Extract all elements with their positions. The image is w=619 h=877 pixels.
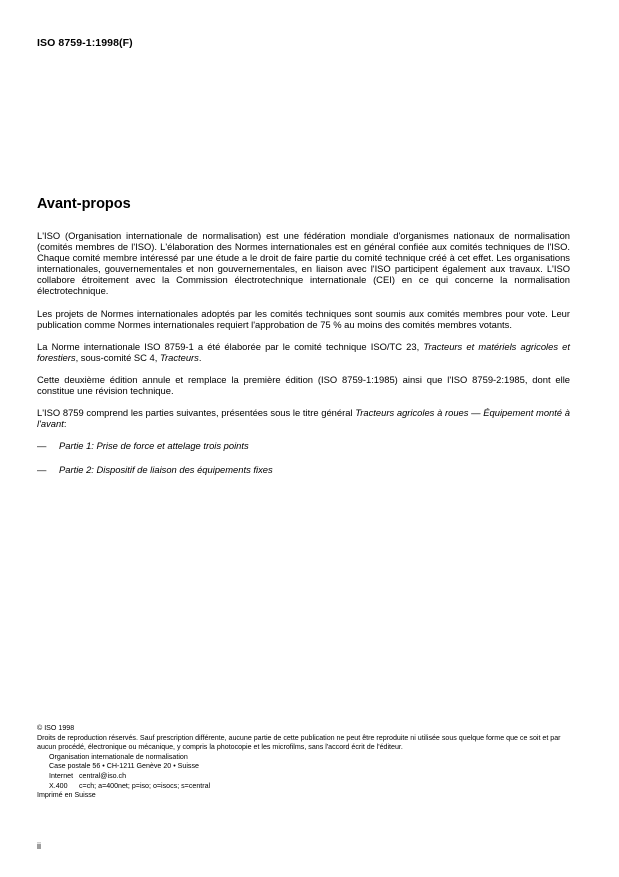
document-id: ISO 8759-1:1998(F) [37,37,133,49]
paragraph-voting: Les projets de Normes internationales adoptés par les comités techniques sont soumis aux comités membres pour vote. Leur publication comme Normes internationales requiert l'approbation de 75 % au moins des comités membres votants. [37,307,570,330]
postal-address: Case postale 56 • CH-1211 Genève 20 • Suisse [49,762,199,771]
subcommittee-title: Tracteurs [159,351,199,363]
rights-statement: Droits de reproduction réservés. Sauf prescription différente, aucune partie de cette publication ne peut être reproduite ni utilisée sous quelque forme que ce soit et par aucun procédé, électronique ou mécanique, y compris la photocopie et les microfilms, sans l'accord écrit de l'éditeur. [37,733,561,752]
organisation-name: Organisation internationale de normalisation [49,752,188,761]
parts-intro-text: L'ISO 8759 comprend les parties suivantes, présentées sous le titre général [37,407,356,419]
part-label: Partie 1: Prise de force et attelage trois points [59,440,249,452]
x400-row [49,782,577,792]
internet-label: Internet [49,771,74,780]
parts-intro-colon: : [63,418,67,430]
copyright-footer [37,724,577,801]
committee-text-3: . [198,351,202,363]
foreword-title: Avant-propos [37,196,131,212]
committee-title: Tracteurs et matériels agricoles et forestiers [37,340,570,363]
paragraph-iso-intro: L'ISO (Organisation internationale de normalisation) est une fédération mondiale d'organismes nationaux de normalisation (comités membres de l'ISO). L'élaboration des Normes internationales est en général confiée aux comités techniques de l'ISO. Chaque comité membre intéressé par une étude a le droit de faire partie du comité technique créé à cet effet. Les organisations internationales, gouvernementales et non gouvernementales, en liaison avec l'ISO participent également aux travaux. L'ISO collabore étroitement avec la Commission électrotechnique internationale (CEI) en ce qui concerne la normalisation électrotechnique. [37,230,570,297]
paragraph-parts-intro [37,407,570,429]
internet-value: central@iso.ch [79,771,127,780]
x400-label: X.400 [49,781,68,790]
x400-value: c=ch; a=400net; p=iso; o=isocs; s=central [79,781,211,790]
paragraph-committee [37,341,570,363]
printed-in: Imprimé en Suisse [37,791,96,800]
part-label: Partie 2: Dispositif de liaison des équipements fixes [59,464,273,476]
address-block [37,753,577,791]
general-title: Tracteurs agricoles à roues — Équipement monté à l'avant [37,407,570,430]
foreword-body [37,230,570,489]
list-dash: — [37,440,47,452]
committee-text-2: , sous-comité SC 4, [75,351,160,363]
page-number: ii [37,841,41,851]
part-list-item [37,464,570,475]
part-list-item [37,440,570,451]
list-dash: — [37,464,47,476]
copyright-line: © ISO 1998 [37,724,75,732]
internet-row [49,772,577,782]
paragraph-edition: Cette deuxième édition annule et remplace la première édition (ISO 8759-1:1985) ainsi que l'ISO 8759-2:1985, dont elle constitue une révision technique. [37,373,570,397]
committee-text-1: La Norme internationale ISO 8759-1 a été élaborée par le comité technique ISO/TC 23, [37,340,424,352]
